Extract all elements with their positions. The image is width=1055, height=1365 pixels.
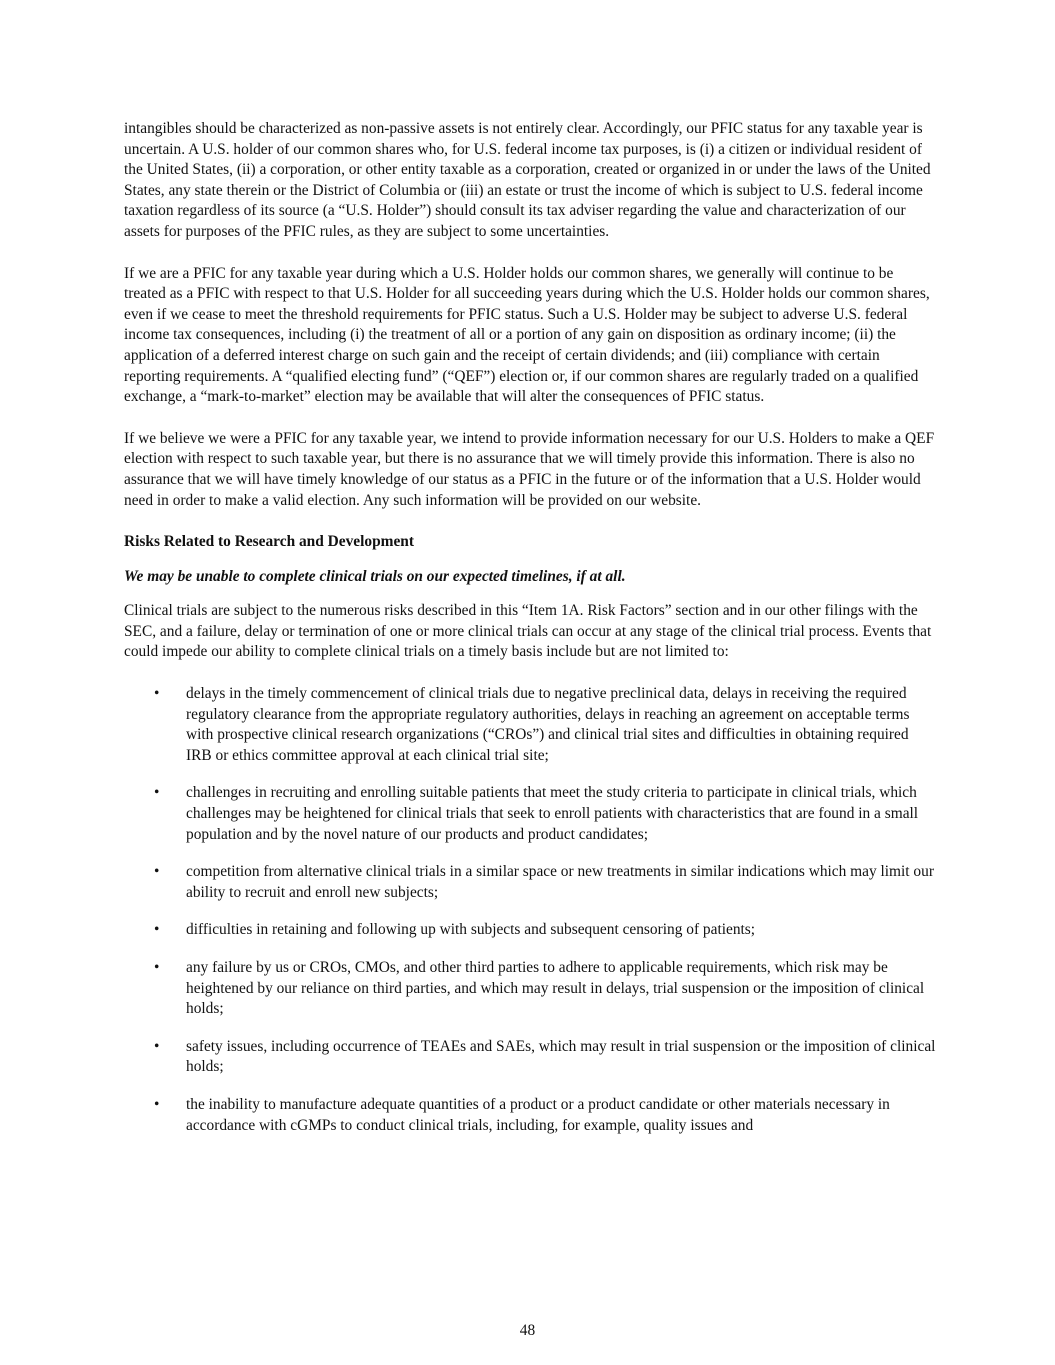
bullet-marker: • bbox=[154, 1037, 160, 1055]
list-item bbox=[124, 783, 936, 845]
paragraph-pfic-consequences: If we are a PFIC for any taxable year during which a U.S. Holder holds our common shares, we generally will continue to be treated as a PFIC with respect to that U.S. Holder for all succeeding years during which the U.S. Holder holds our common shares, even if we cease to meet the threshold requirements for PFIC status. Such a U.S. Holder may be subject to adverse U.S. federal income tax consequences, including (i) the treatment of all or a portion of any gain on disposition as ordinary income; (ii) the application of a deferred interest charge on such gain and the receipt of certain dividends; and (iii) compliance with certain reporting requirements. A “qualified electing fund” (“QEF”) election or, if our common shares are regularly traded on a qualified exchange, a “mark-to-market” election may be available that will alter the consequences of PFIC status. bbox=[124, 264, 930, 406]
list-item-text: any failure by us or CROs, CMOs, and other third parties to adhere to applicable requirements, which risk may be heightened by our reliance on third parties, and which may result in delays, trial suspension or the imposition of clinical holds; bbox=[186, 959, 925, 1018]
list-item bbox=[124, 1095, 936, 1136]
paragraph-qef-information: If we believe we were a PFIC for any taxable year, we intend to provide information necessary for our U.S. Holders to make a QEF election with respect to such taxable year, but there is no assurance that we will timely provide this information. There is also no assurance that we will have timely knowledge of our status as a PFIC in the future or of the information that a U.S. Holder would need in order to make a valid election. Any such information will be provided on our website. bbox=[124, 429, 935, 509]
paragraph-pfic-status: intangibles should be characterized as non-passive assets is not entirely clear. Accordingly, our PFIC status for any taxable year is uncertain. A U.S. holder of our common shares who, for U.S. federal income tax purposes, is (i) a citizen or individual resident of the United States, (ii) a corporation, or other entity taxable as a corporation, created or organized in or under the laws of the United States, any state therein or the District of Columbia or (iii) an estate or trust the income of which is subject to U.S. federal income taxation regardless of its source (a “U.S. Holder”) should consult its tax adviser regarding the value and characterization of our assets for purposes of the PFIC rules, as they are subject to some uncertainties. bbox=[124, 120, 931, 240]
list-item-text: difficulties in retaining and following up with subjects and subsequent censoring of patients; bbox=[186, 921, 756, 939]
list-item-text: the inability to manufacture adequate quantities of a product or a product candidate or other materials necessary in accordance with cGMPs to conduct clinical trials, including, for example, quality issues and bbox=[186, 1095, 890, 1134]
paragraph-clinical-intro: Clinical trials are subject to the numerous risks described in this “Item 1A. Risk Factors” section and in our other filings with the SEC, and a failure, delay or termination of one or more clinical trials can occur at any stage of the clinical trial process. Events that could impede our ability to complete clinical trials on a timely basis include but are not limited to: bbox=[124, 602, 932, 661]
list-item bbox=[124, 862, 936, 903]
bullet-marker: • bbox=[154, 784, 160, 802]
list-item bbox=[124, 1037, 936, 1078]
page-number: 48 bbox=[519, 1322, 536, 1339]
list-item-text: challenges in recruiting and enrolling suitable patients that meet the study criteria to participate in clinical trials, which challenges may be heightened for clinical trials that seek to enroll patients with characteristics that are found in a small population and by the novel nature of our products and product candidates; bbox=[186, 784, 919, 843]
list-item bbox=[124, 958, 936, 1020]
document-body bbox=[124, 119, 936, 1153]
bullet-marker: • bbox=[154, 959, 160, 976]
section-heading: Risks Related to Research and Development bbox=[124, 533, 414, 551]
list-item-text: safety issues, including occurrence of TEAEs and SAEs, which may result in trial suspension or the imposition of clinical holds; bbox=[186, 1037, 936, 1076]
bullet-marker: • bbox=[154, 921, 160, 939]
bullet-marker: • bbox=[154, 685, 160, 703]
list-item-text: delays in the timely commencement of clinical trials due to negative preclinical data, delays in receiving the required regulatory clearance from the appropriate regulatory authorities, delays in reaching an agreement on acceptable terms with prospective clinical research organizations (“CROs”) and clinical trial sites and difficulties in obtaining required IRB or ethics committee approval at each clinical trial site; bbox=[186, 685, 910, 764]
list-item-text: competition from alternative clinical trials in a similar space or new treatments in similar indications which may limit our ability to recruit and enroll new subjects; bbox=[186, 863, 934, 901]
list-item bbox=[124, 684, 936, 766]
bullet-marker: • bbox=[154, 1095, 160, 1113]
list-item bbox=[124, 920, 936, 941]
subsection-heading: We may be unable to complete clinical trials on our expected timelines, if at all. bbox=[124, 567, 626, 585]
bullet-marker: • bbox=[154, 863, 160, 881]
risk-bullet-list bbox=[124, 684, 936, 1136]
